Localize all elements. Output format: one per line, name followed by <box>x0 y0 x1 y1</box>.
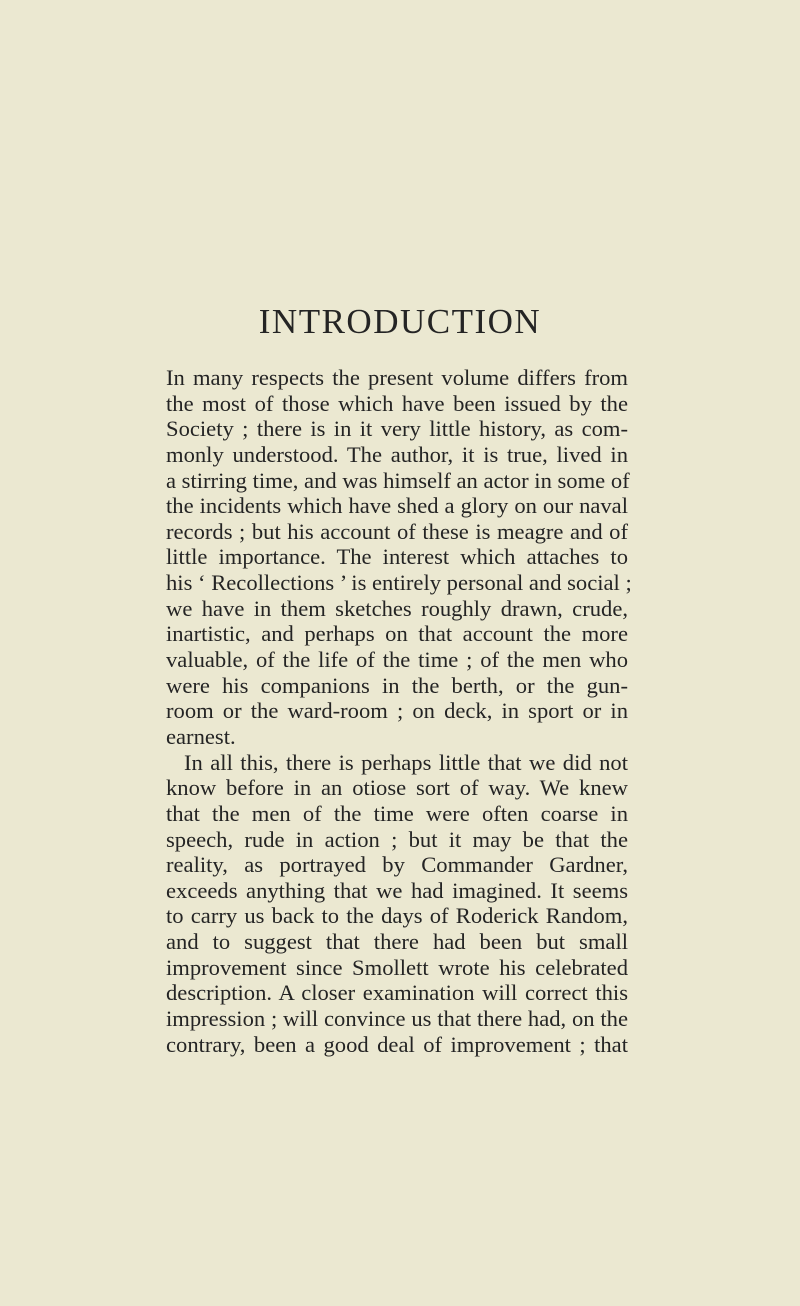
text-line: impression ; will convince us that there had, on the <box>166 1006 628 1032</box>
text-line: the most of those which have been issued by the <box>166 390 628 416</box>
chapter-heading: INTRODUCTION <box>258 302 542 341</box>
text-line: know before in an otiose sort of way. We knew <box>166 775 628 801</box>
text-line: valuable, of the life of the time ; of the men who <box>166 647 628 673</box>
text-line: inartistic, and perhaps on that account the more <box>166 621 628 647</box>
text-line: monly understood. The author, it is true, lived in <box>166 441 628 467</box>
text-line: and to suggest that there had been but small <box>166 929 628 955</box>
text-line: to carry us back to the days of Roderick Random, <box>166 903 628 929</box>
text-line: exceeds anything that we had imagined. It seems <box>166 877 628 903</box>
text-line: improvement since Smollett wrote his celebrated <box>166 954 628 980</box>
text-line: a stirring time, and was himself an actor in some of <box>166 467 630 493</box>
text-line: earnest. <box>166 723 236 749</box>
text-line: little importance. The interest which attaches to <box>166 544 628 570</box>
text-line: speech, rude in action ; but it may be that the <box>166 826 628 852</box>
text-line: records ; but his account of these is meagre and of <box>166 518 628 544</box>
text-line: room or the ward-room ; on deck, in sport or in <box>166 698 628 724</box>
text-line: were his companions in the berth, or the gun- <box>166 672 628 698</box>
text-line: reality, as portrayed by Commander Gardner, <box>166 852 628 878</box>
text-line: In many respects the present volume differs from <box>166 365 628 390</box>
text-line: his ‘ Recollections ’ is entirely personal and social ; <box>166 570 632 596</box>
text-line: we have in them sketches roughly drawn, crude, <box>166 595 628 621</box>
text-line: the incidents which have shed a glory on our naval <box>166 493 628 519</box>
text-line: description. A closer examination will correct this <box>166 980 628 1006</box>
text-line: Society ; there is in it very little history, as com- <box>166 416 628 442</box>
text-line: contrary, been a good deal of improvement ; that <box>166 1031 628 1057</box>
text-line: that the men of the time were often coarse in <box>166 800 628 826</box>
introduction-text <box>166 365 632 1057</box>
text-line: In all this, there is perhaps little that we did not <box>184 749 628 775</box>
